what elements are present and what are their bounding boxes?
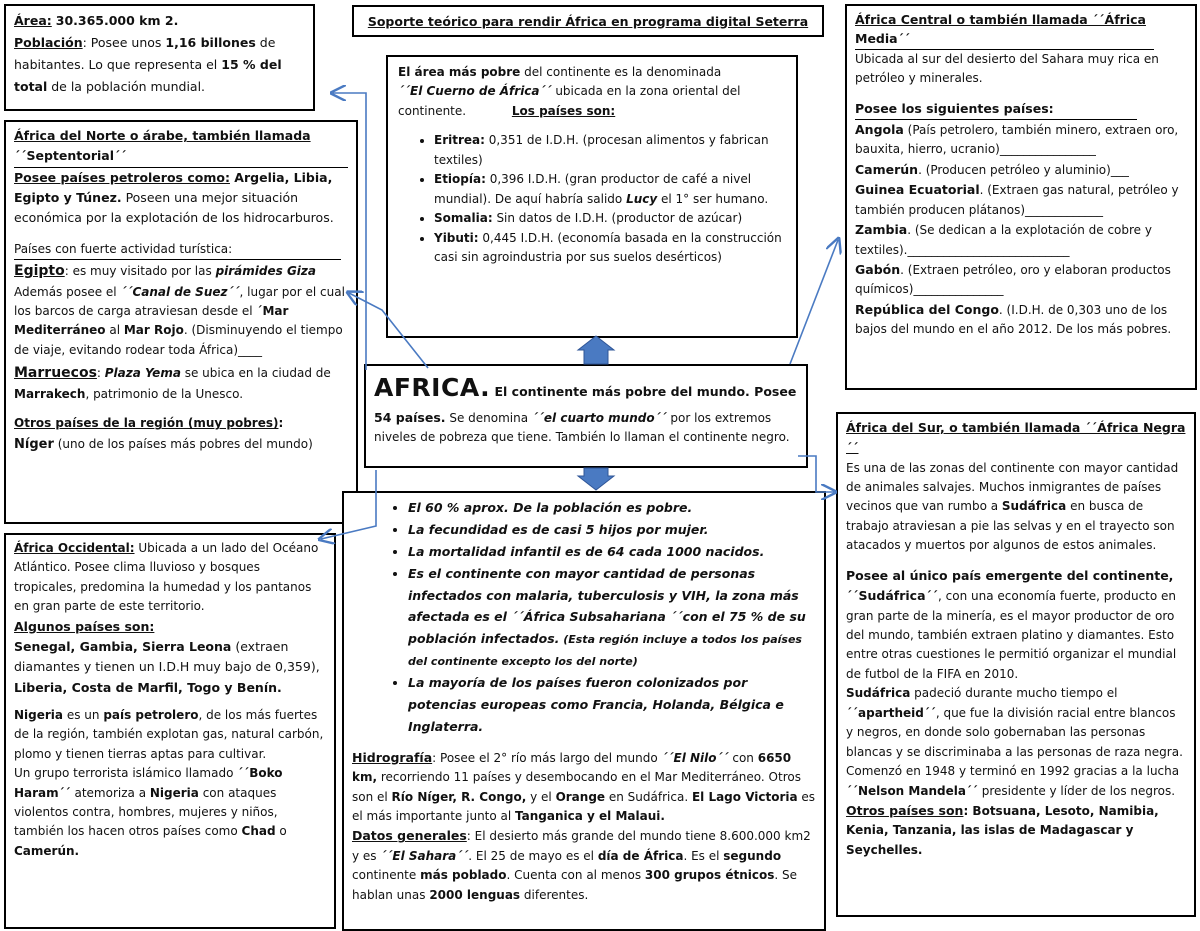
horn-country-item: • Yibuti: 0,445 I.D.H. (economía basada en la construcción casi sin agroindustria por sus suelos desérticos) xyxy=(434,229,786,268)
south-africa-box xyxy=(836,412,1196,917)
africa-summary: El continente más pobre del mundo. Posee 54 países. xyxy=(374,384,797,425)
central-africa-box xyxy=(845,4,1197,390)
stat-item: • La fecundidad es de casi 5 hijos por mujer. xyxy=(408,519,816,541)
africa-text: por los extremos niveles de pobreza que tiene. También lo llaman el continente negro. xyxy=(374,411,790,445)
north-title: África del Norte o árabe, también llamada ´´Septentorial´´ xyxy=(14,126,348,168)
stat-item: • La mortalidad infantil es de 64 cada 1000 nacidos. xyxy=(408,541,816,563)
africa-text: Se denomina xyxy=(445,411,532,425)
central-country: República del Congo. (I.D.H. de 0,303 uno de los bajos del mundo en el año 2012. De los más pobres. xyxy=(855,301,1172,337)
central-country: Zambia. (Se dedican a la explotación de cobre y textiles).___________________________ xyxy=(855,222,1152,257)
population-percent: 15 % del total xyxy=(14,56,282,94)
west-africa-box xyxy=(4,533,336,929)
north-tourism-label: Países con fuerte actividad turística: xyxy=(14,240,348,260)
stats-list xyxy=(352,497,816,738)
down-block-arrow xyxy=(578,468,614,490)
africa-heading: AFRICA. xyxy=(374,373,491,402)
west-some-countries: Algunos países son: xyxy=(14,618,155,634)
central-country: Camerún. (Producen petróleo y aluminio)___ xyxy=(855,161,1129,177)
west-boko-haram: Un grupo terrorista islámico llamado ´´Boko Haram´´ atemoriza a Nigeria con ataques violentos contra, hombres, mujeres y niños, también los hacen otros países como Chad o Camerún. xyxy=(14,766,287,858)
south-p1: Es una de las zonas del continente con mayor cantidad de animales salvajes. Muchos inmigrantes de países vecinos que van rumbo a Sudáfrica en busca de trabajo atraviesan a pie las selvas y en el trayecto son atacados y muertos por algunos de estos animales. xyxy=(846,460,1179,553)
west-list: Senegal, Gambia, Sierra Leona (extraen diamantes y tienen un I.D.H muy bajo de 0,359), Liberia, Costa de Marfil, Togo y Benín. xyxy=(14,639,320,695)
population-text: de habitantes. Lo que representa el xyxy=(14,34,276,72)
stat-item: • El 60 % aprox. De la población es pobre. xyxy=(408,497,816,519)
population-text: de la población mundial. xyxy=(47,78,206,94)
central-title: África Central o también llamada ´´África Media´´ xyxy=(855,10,1187,50)
west-nigeria: Nigeria es un país petrolero, de los más fuertes de la región, también explotan gas, natural carbón, plomo y tienen tierras aptas para cultivar. xyxy=(14,707,324,761)
horn-country-item: • Somalia: Sin datos de I.D.H. (productor de azúcar) xyxy=(434,209,786,228)
central-country: Angola (País petrolero, también minero, extraen oro, bauxita, hierro, ucranio)________________ xyxy=(855,121,1179,157)
population-value: 1,16 billones xyxy=(165,34,256,50)
central-country: Guinea Ecuatorial. (Extraen gas natural, petróleo y también producen plátanos)_____________ xyxy=(855,182,1179,217)
area-population-box xyxy=(4,4,315,111)
south-p3: Sudáfrica padeció durante mucho tiempo el ´´apartheid´´, que fue la división racial entre blancos y negros, en donde solo gobernaban las personas blancas y se discriminaba a las personas de raza negra. Comenzó en 1948 y terminó en 1992 gracias a la lucha ´´Nelson Mandela´´ presidente y líder de los negros. xyxy=(846,686,1183,798)
horn-country-item: • Etiopía: 0,396 I.D.H. (gran productor de café a nivel mundial). De aquí habría salido Lucy el 1° ser humano. xyxy=(434,170,786,209)
page-title: Soporte teórico para rendir África en programa digital Seterra xyxy=(352,5,824,37)
north-petroleum: Posee países petroleros como: Argelia, Libia, Egipto y Túnez. Poseen una mejor situación económica por la explotación de los hidrocarburos. xyxy=(14,169,334,225)
up-block-arrow xyxy=(578,336,614,364)
south-p2: Posee al único país emergente del continente, ´´Sudáfrica´´, con una economía fuerte, producto en gran parte de la minería, es el mayor productor de oro del mundo, también extraen platino y diamantes. Esto entre otras cuestiones le permitió organizar el mundial de futbol de la FIFA en 2010. xyxy=(846,567,1177,681)
north-egipto: Egipto: es muy visitado por las pirámides Giza Además posee el ´´Canal de Suez´´, lugar por el cual los barcos de carga atraviesan desde el ´Mar Mediterráneo al Mar Rojo. (Disminuyendo el tiempo de viaje, evitando rodear toda África)____ xyxy=(14,262,345,357)
center-bottom-box xyxy=(342,491,826,931)
hydrography: Hidrografía: Posee el 2° río más largo del mundo ´´El Nilo´´ con 6650 km, recorriendo 11 países y desembocando en el Mar Mediterráneo. Otros son el Río Níger, R. Congo, y el Orange en Sudáfrica. El Lago Victoria es el más importante junto al Tanganica y el Malaui. xyxy=(352,749,816,823)
central-countries-label: Posee los siguientes países: xyxy=(855,99,1187,120)
area-value: 30.365.000 km 2. xyxy=(55,13,179,28)
west-intro: África Occidental: Ubicada a un lado del Océano Atlántico. Posee clima lluvioso y bosques tropicales, predomina la humedad y los pantanos en gran parte de este territorio. xyxy=(14,541,319,614)
horn-country-item: • Eritrea: 0,351 de I.D.H. (procesan alimentos y fabrican textiles) xyxy=(434,131,786,170)
population-text: : Posee unos xyxy=(82,34,166,50)
horn-of-africa-box xyxy=(386,55,798,338)
population-label: Población xyxy=(14,34,83,50)
horn-intro: El área más pobre del continente es la denominada ´´El Cuerno de África´´ ubicada en la zona oriental del continente. Los países son: xyxy=(398,65,741,118)
north-others: Otros países de la región (muy pobres): Níger (uno de los países más pobres del mundo) xyxy=(14,416,313,452)
south-others: Otros países son: Botsuana, Lesoto, Namibia, Kenia, Tanzania, las islas de Madagascar y Seychelles. xyxy=(846,802,1159,857)
central-country: Gabón. (Extraen petróleo, oro y elaboran productos químicos)_______________ xyxy=(855,261,1171,297)
stat-item: • La mayoría de los países fueron colonizados por potencias europeas como Francia, Holanda, Bélgica e Inglaterra. xyxy=(408,672,816,738)
south-title: África del Sur, o también llamada ´´África Negra´´ xyxy=(846,420,1186,456)
horn-countries-list xyxy=(398,131,786,267)
general-data: Datos generales: El desierto más grande del mundo tiene 8.600.000 km2 y es ´´El Sahara´´. El 25 de mayo es el día de África. Es el segundo continente más poblado. Cuenta con al menos 300 grupos étnicos. Se hablan unas 2000 lenguas diferentes. xyxy=(352,828,811,902)
africa-main-box xyxy=(364,364,808,468)
north-africa-box xyxy=(4,120,358,524)
africa-cuarto-mundo: ´´el cuarto mundo´´ xyxy=(531,411,667,425)
area-label: Área: xyxy=(14,13,52,28)
north-marruecos: Marruecos: Plaza Yema se ubica en la ciudad de Marrakech, patrimonio de la Unesco. xyxy=(14,365,331,402)
central-intro: Ubicada al sur del desierto del Sahara muy rica en petróleo y minerales. xyxy=(855,51,1159,86)
stat-item: • Es el continente con mayor cantidad de personas infectados con malaria, tuberculosis y VIH, la zona más afectada es el ´´África Subsahariana ´´con el 75 % de su población infectados. (Esta región incluye a todos los países del continente excepto los del norte) xyxy=(408,563,816,672)
